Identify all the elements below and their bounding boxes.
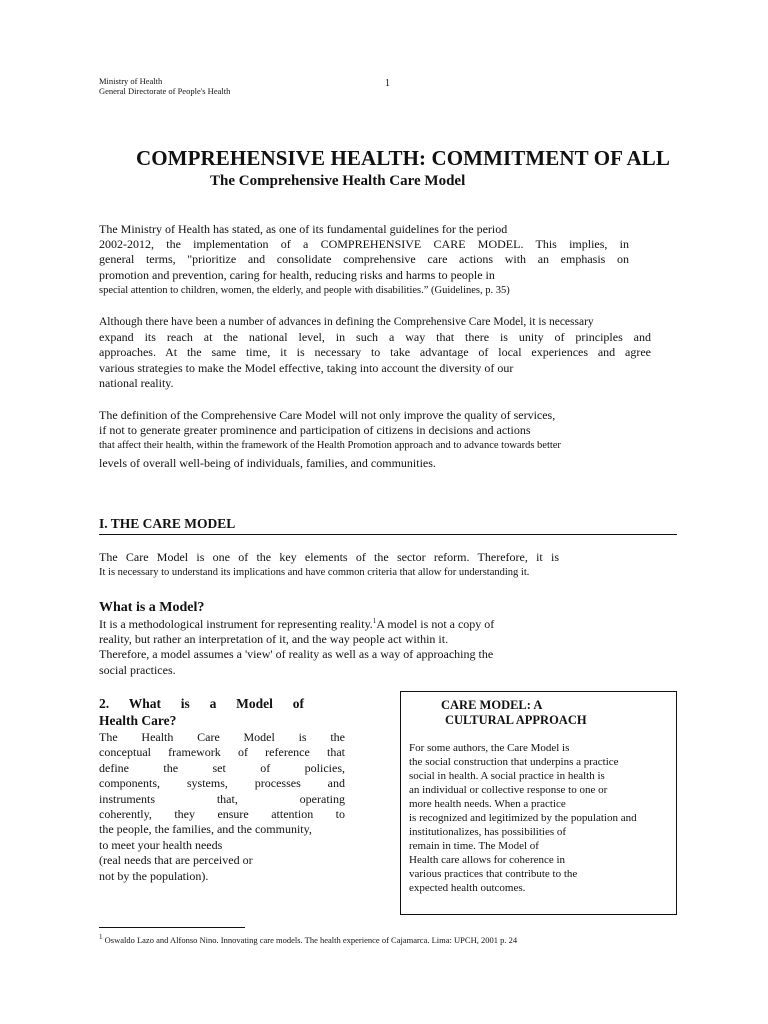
document-subtitle: The Comprehensive Health Care Model xyxy=(210,173,466,189)
care-model-sidebox xyxy=(400,691,677,915)
page-number: 1 xyxy=(385,78,390,89)
footnote-divider xyxy=(99,927,245,928)
sidebox-line: is recognized and legitimized by the population and xyxy=(409,812,637,824)
intro-paragraph xyxy=(99,222,629,298)
sidebox-line: an individual or collective response to one or xyxy=(409,784,608,796)
paragraph-line: 2002-2012, the implementation of a COMPREHENSIVE CARE MODEL. This implies, in xyxy=(99,237,629,252)
paragraph-line: the people, the families, and the community, xyxy=(99,822,312,837)
paragraph-line: expand its reach at the national level, in such a way that there is unity of principles and xyxy=(99,330,651,345)
document-title: COMPREHENSIVE HEALTH: COMMITMENT OF ALL xyxy=(135,146,671,170)
paragraph-line: The Health Care Model is the xyxy=(99,730,345,744)
paragraph-line: define the set of policies, xyxy=(99,760,345,775)
paragraph-line: levels of overall well-being of individuals, families, and communities. xyxy=(99,455,436,470)
footnote-marker: 1 xyxy=(99,933,103,942)
paragraph-line: approaches. At the same time, it is necessary to take advantage of local experiences and agree xyxy=(99,345,651,360)
sidebox-title-line: CARE MODEL: A xyxy=(441,698,543,712)
footnote-text: Oswaldo Lazo and Alfonso Nino. Innovating care models. The health experience of Cajamarca. Lima: UPCH, 2001 p. 24 xyxy=(104,935,518,945)
footnote xyxy=(99,935,517,945)
paragraph-line: conceptual framework of reference that xyxy=(99,745,345,760)
paragraph-line: various strategies to make the Model effective, taking into account the diversity of our xyxy=(99,360,514,375)
sidebox-title xyxy=(401,698,676,728)
paragraph-definition xyxy=(99,408,629,471)
paragraph-line: (real needs that are perceived or xyxy=(99,853,253,868)
footnote-ref: 1 xyxy=(372,617,377,625)
line-part: A model is not a copy of xyxy=(376,617,495,631)
paragraph-line: promotion and prevention, caring for health, reducing risks and harms to people in xyxy=(99,267,495,282)
what-is-model-text xyxy=(99,617,559,678)
paragraph-line: to meet your health needs xyxy=(99,837,223,852)
health-care-model-text xyxy=(99,730,345,884)
section-care-model-text xyxy=(99,550,559,580)
heading-what-is-model: What is a Model? xyxy=(99,600,205,615)
sidebox-title-line: CULTURAL APPROACH xyxy=(445,713,587,727)
paragraph-line: instruments that, operating xyxy=(99,791,345,806)
sidebox-line: more health needs. When a practice xyxy=(409,798,566,810)
paragraph-line: The Care Model is one of the key elements of the sector reform. Therefore, it is xyxy=(99,550,559,564)
paragraph-line: that affect their health, within the framework of the Health Promotion approach and to advance towards better xyxy=(99,440,561,452)
heading-health-care-model xyxy=(99,695,304,729)
sidebox-line: various practices that contribute to the xyxy=(409,868,578,880)
line-part: It is a methodological instrument for representing reality. xyxy=(99,617,373,631)
header-ministry: Ministry of Health xyxy=(99,76,163,86)
paragraph-line: Therefore, a model assumes a 'view' of reality as well as a way of approaching the xyxy=(99,647,494,662)
paragraph-line: It is necessary to understand its implications and have common criteria that allow for understanding it. xyxy=(99,567,530,579)
paragraph-advances xyxy=(99,315,651,391)
document-header xyxy=(99,76,230,96)
paragraph-line xyxy=(99,617,559,632)
section-divider xyxy=(99,534,677,535)
sidebox-line: remain in time. The Model of xyxy=(409,840,539,852)
sidebox-line: social in health. A social practice in health is xyxy=(409,770,605,782)
paragraph-line: general terms, "prioritize and consolidate comprehensive care actions with an emphasis on xyxy=(99,252,629,267)
heading-line: Health Care? xyxy=(99,713,177,728)
section-heading-care-model: I. THE CARE MODEL xyxy=(99,516,236,531)
sidebox-line: Health care allows for coherence in xyxy=(409,854,566,866)
header-directorate: General Directorate of People's Health xyxy=(99,86,231,96)
paragraph-line: not by the population). xyxy=(99,868,209,883)
sidebox-line: the social construction that underpins a practice xyxy=(409,756,619,768)
sidebox-line: institutionalizes, has possibilities of xyxy=(409,826,567,838)
heading-line: 2. What is a Model of xyxy=(99,696,304,711)
paragraph-line: coherently, they ensure attention to xyxy=(99,807,345,822)
sidebox-body xyxy=(409,741,671,895)
paragraph-line: reality, but rather an interpretation of it, and the way people act within it. xyxy=(99,632,449,647)
paragraph-line: social practices. xyxy=(99,662,176,677)
paragraph-line: The Ministry of Health has stated, as one of its fundamental guidelines for the period xyxy=(99,222,508,236)
sidebox-line: expected health outcomes. xyxy=(409,882,526,894)
paragraph-line: Although there have been a number of advances in defining the Comprehensive Care Model, it is necessary xyxy=(99,316,594,328)
paragraph-line: national reality. xyxy=(99,375,174,390)
paragraph-line: The definition of the Comprehensive Care Model will not only improve the quality of services, xyxy=(99,408,556,422)
sidebox-line: For some authors, the Care Model is xyxy=(409,742,570,754)
paragraph-line: components, systems, processes and xyxy=(99,776,345,791)
paragraph-line: special attention to children, women, the elderly, and people with disabilities.” (Guidelines, p. 35) xyxy=(99,284,510,296)
paragraph-line: if not to generate greater prominence and participation of citizens in decisions and actions xyxy=(99,423,531,438)
